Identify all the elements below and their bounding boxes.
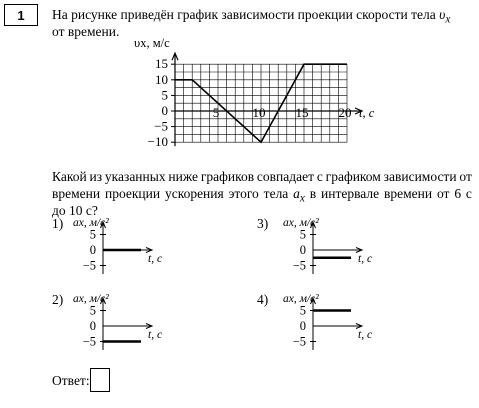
question-word: совпадает (256, 169, 315, 184)
option-graph (273, 290, 423, 370)
y-tick-label: 5 (299, 303, 306, 318)
y-tick-label: 0 (89, 243, 96, 257)
y-tick-label: −5 (154, 118, 168, 134)
y-tick-label: 0 (89, 319, 96, 333)
question-word: этого (228, 186, 259, 201)
y-tick-label: 0 (299, 243, 306, 257)
answer-input-box[interactable] (90, 368, 110, 392)
question-line-2: от времени. (52, 24, 120, 39)
question-word: из (89, 169, 103, 184)
question-word: в (309, 186, 317, 201)
follow-question-line-1 (52, 168, 472, 185)
y-tick-label: 5 (299, 227, 306, 242)
y-tick-label: 5 (89, 227, 96, 242)
question-word: времени (52, 186, 101, 201)
option-number: 3) (257, 216, 269, 231)
x-axis-label: t, с (358, 253, 373, 265)
question-word: ниже (168, 169, 199, 184)
y-axis-label: ax, м/с² (73, 293, 109, 305)
y-tick-label: −5 (82, 334, 96, 349)
y-tick-label: −5 (292, 258, 306, 273)
x-tick-label: 15 (295, 105, 309, 120)
velocity-symbol: $\upsilon_x$ (439, 7, 451, 26)
question-word: указанных (104, 169, 166, 184)
question-word: графиков (200, 169, 255, 184)
option-graph (63, 290, 213, 370)
task-number: 1 (4, 4, 38, 26)
question-text: На рисунке приведён график зависимости проекции скорости тела (52, 7, 436, 22)
y-tick-label: 5 (161, 87, 168, 103)
question-word: от (459, 169, 472, 184)
y-tick-label: 0 (161, 103, 168, 118)
y-axis-label: ax, м/с² (283, 293, 319, 305)
answer-label: Ответ: (52, 373, 90, 388)
question-word: интервале (321, 186, 380, 201)
question-word: от (436, 186, 450, 201)
y-tick-label: 15 (155, 56, 168, 72)
x-tick-label: 20 (338, 105, 352, 120)
y-tick-label: 5 (89, 303, 96, 318)
question-word: Какой (52, 169, 87, 184)
x-tick-label: 5 (212, 105, 220, 120)
y-tick-label: −10 (147, 134, 168, 150)
y-axis-label: ax, м/с² (283, 217, 319, 229)
graph-grid (175, 64, 347, 142)
question-word: тела (263, 186, 289, 201)
question-word: ускорения (164, 186, 224, 201)
question-word: 6 (454, 186, 462, 201)
question-word: проекции (104, 186, 161, 201)
y-tick-label: −5 (82, 258, 96, 273)
x-axis-label: t, с (148, 253, 163, 265)
y-axis-label: υx, м/с (134, 36, 170, 50)
question-word: с (316, 169, 323, 184)
y-axis-label: ax, м/с² (73, 217, 109, 229)
option-number: 4) (257, 292, 269, 307)
y-tick-label: −5 (292, 334, 306, 349)
option-number: 1) (52, 216, 64, 231)
y-tick-label: 10 (155, 71, 168, 87)
option-graph (63, 214, 213, 294)
question-word: графиком (325, 169, 381, 184)
option-number: 2) (52, 292, 64, 307)
follow-question-line-3: до 10 с? (52, 203, 98, 218)
option-graph (273, 214, 423, 294)
y-tick-label: 0 (299, 319, 306, 333)
x-tick-label: 10 (252, 105, 266, 120)
question-word: с (465, 186, 472, 201)
question-word: зависимости (383, 169, 457, 184)
x-axis-label: t, с (359, 106, 375, 120)
question-word: времени (384, 186, 433, 201)
acceleration-symbol: $a_x$ (293, 186, 305, 205)
x-axis-label: t, с (358, 329, 373, 341)
x-axis-label: t, с (148, 329, 163, 341)
